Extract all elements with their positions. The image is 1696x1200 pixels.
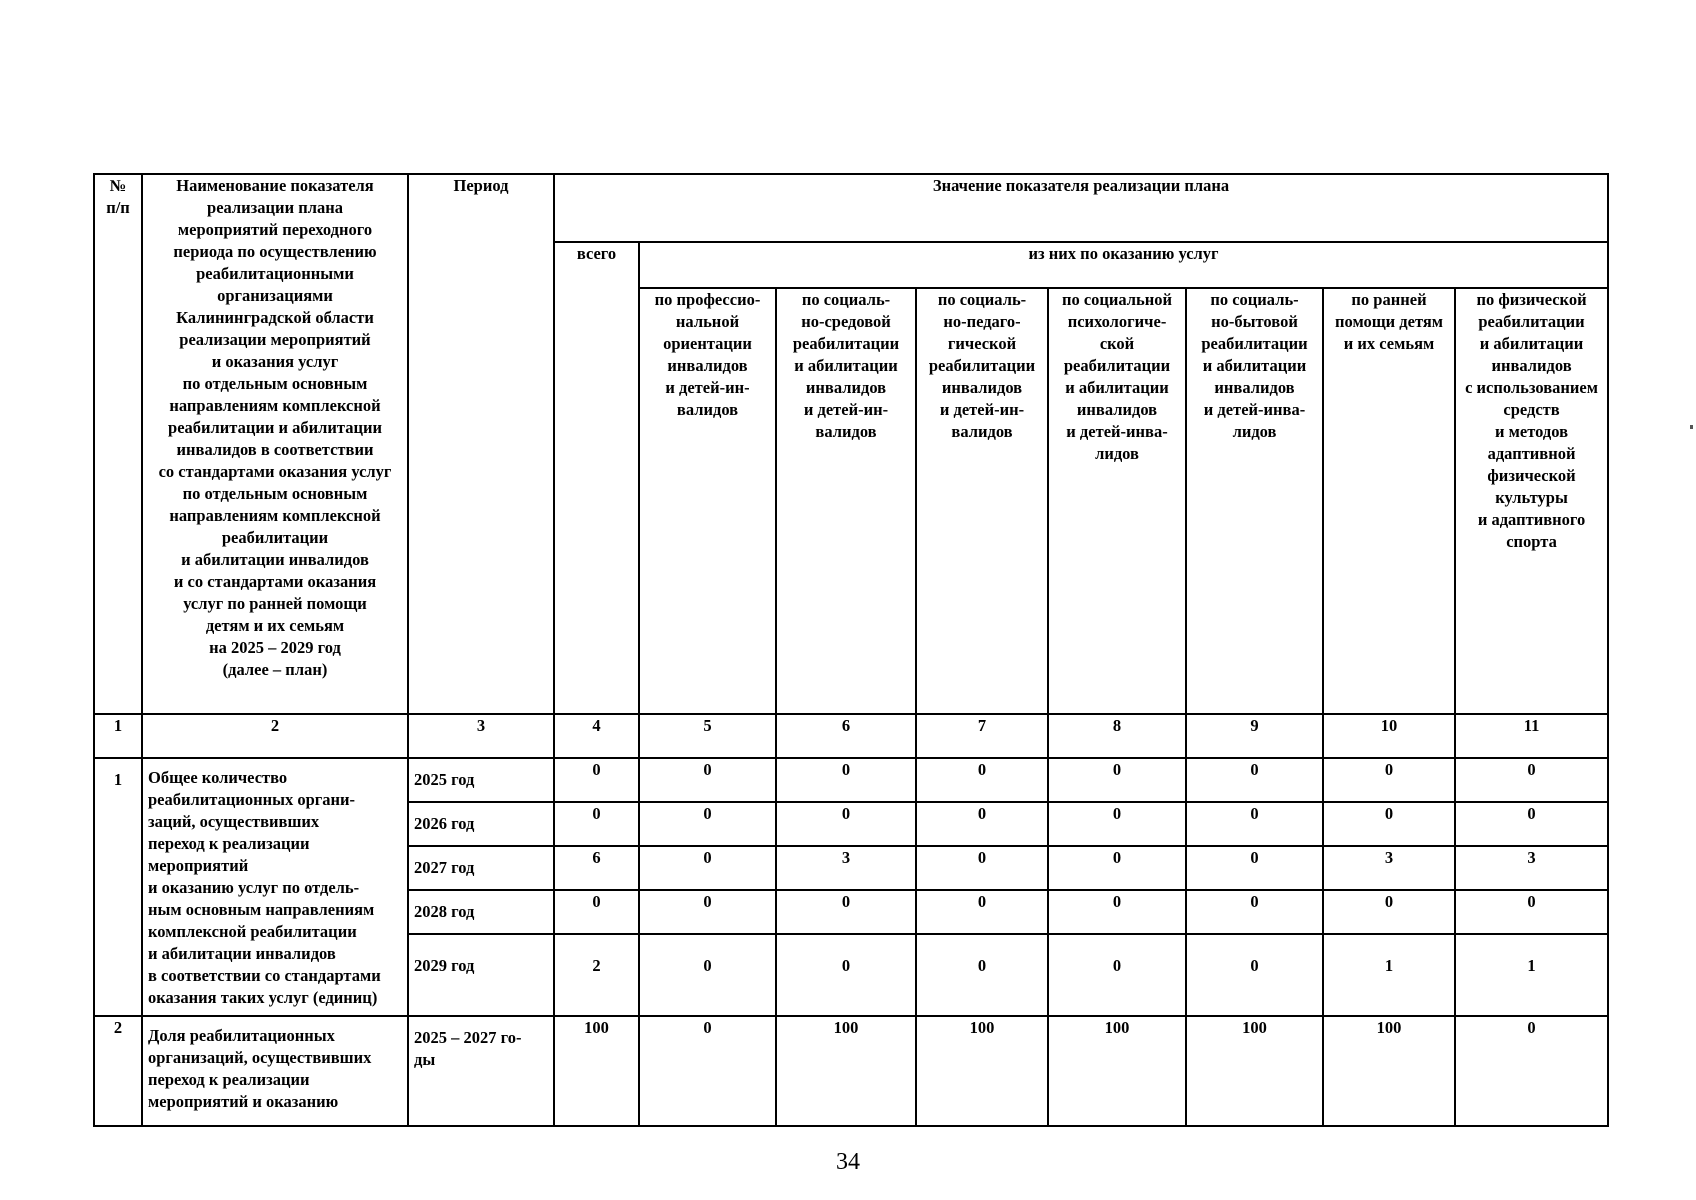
value-cell: 100 bbox=[1323, 1016, 1455, 1126]
value-cell: 0 bbox=[1186, 846, 1323, 890]
value-cell: 0 bbox=[1323, 802, 1455, 846]
indicator-name: Общее количество реабилитационных органи- заций, осуществивших переход к реализации мероприятий и оказанию услуг по отдель- ным основным направлениям комплексной реабилитации и абилитации инвалидов в соответствии со стандартами оказания таких услуг (единиц) bbox=[142, 758, 408, 1016]
header-service-early-help: по ранней помощи детям и их семьям bbox=[1323, 288, 1455, 714]
indicator-name: Доля реабилитационных организаций, осуществивших переход к реализации мероприятий и оказанию bbox=[142, 1016, 408, 1126]
page-number: 34 bbox=[836, 1149, 860, 1175]
value-cell: 100 bbox=[1186, 1016, 1323, 1126]
value-cell: 1 bbox=[1455, 934, 1608, 1016]
period-cell: 2025 – 2027 го- ды bbox=[408, 1016, 554, 1126]
value-cell: 0 bbox=[639, 934, 776, 1016]
value-cell: 0 bbox=[1455, 890, 1608, 934]
header-period: Период bbox=[408, 174, 554, 714]
header-service-social-pedagogical: по социаль- но-педаго- гической реабилитации инвалидов и детей-ин- валидов bbox=[916, 288, 1048, 714]
value-cell: 0 bbox=[776, 890, 916, 934]
column-number: 6 bbox=[776, 714, 916, 758]
value-cell: 2 bbox=[554, 934, 639, 1016]
value-cell: 100 bbox=[776, 1016, 916, 1126]
header-service-social-environment: по социаль- но-средовой реабилитации и абилитации инвалидов и детей-ин- валидов bbox=[776, 288, 916, 714]
value-cell: 0 bbox=[639, 1016, 776, 1126]
value-cell: 0 bbox=[1186, 934, 1323, 1016]
value-cell: 0 bbox=[1186, 802, 1323, 846]
column-number: 10 bbox=[1323, 714, 1455, 758]
column-number: 7 bbox=[916, 714, 1048, 758]
column-number: 1 bbox=[94, 714, 142, 758]
header-name: Наименование показателя реализации плана мероприятий переходного периода по осуществлению реабилитационными организациями Калининградской области реализации мероприятий и оказания услуг по отдельным основным направлениям комплексной реабилитации и абилитации инвалидов в соответствии со стандартами оказания услуг по отдельным основным направлениям комплексной реабилитации и абилитации инвалидов и со стандартами оказания услуг по ранней помощи детям и их семьям на 2025 – 2029 год (далее – план) bbox=[142, 174, 408, 714]
value-cell: 0 bbox=[1048, 934, 1186, 1016]
column-number: 2 bbox=[142, 714, 408, 758]
value-cell: 0 bbox=[916, 802, 1048, 846]
header-total: всего bbox=[554, 242, 639, 714]
value-cell: 0 bbox=[916, 758, 1048, 802]
value-cell: 0 bbox=[639, 846, 776, 890]
value-cell: 0 bbox=[1186, 890, 1323, 934]
header-value-group: Значение показателя реализации плана bbox=[554, 174, 1608, 242]
period-cell: 2025 год bbox=[408, 758, 554, 802]
value-cell: 0 bbox=[639, 802, 776, 846]
column-number: 3 bbox=[408, 714, 554, 758]
value-cell: 0 bbox=[1048, 846, 1186, 890]
header-service-physical: по физической реабилитации и абилитации инвалидов с использованием средств и методов адаптивной физической культуры и адаптивного спорта bbox=[1455, 288, 1608, 714]
header-service-professional: по профессио- нальной ориентации инвалидов и детей-ин- валидов bbox=[639, 288, 776, 714]
value-cell: 3 bbox=[1323, 846, 1455, 890]
value-cell: 0 bbox=[1048, 758, 1186, 802]
period-cell: 2029 год bbox=[408, 934, 554, 1016]
value-cell: 0 bbox=[776, 934, 916, 1016]
value-cell: 3 bbox=[776, 846, 916, 890]
value-cell: 100 bbox=[1048, 1016, 1186, 1126]
column-number: 5 bbox=[639, 714, 776, 758]
value-cell: 1 bbox=[1323, 934, 1455, 1016]
column-number: 8 bbox=[1048, 714, 1186, 758]
value-cell: 0 bbox=[916, 846, 1048, 890]
value-cell: 6 bbox=[554, 846, 639, 890]
scan-mark bbox=[1690, 425, 1693, 429]
table-row bbox=[94, 1016, 1608, 1126]
value-cell: 0 bbox=[1186, 758, 1323, 802]
value-cell: 0 bbox=[554, 802, 639, 846]
value-cell: 0 bbox=[1323, 890, 1455, 934]
value-cell: 0 bbox=[1455, 802, 1608, 846]
value-cell: 3 bbox=[1455, 846, 1608, 890]
header-service-psychological: по социальной психологиче- ской реабилитации и абилитации инвалидов и детей-инва- лидов bbox=[1048, 288, 1186, 714]
column-numbers-row bbox=[94, 714, 1608, 758]
value-cell: 0 bbox=[1323, 758, 1455, 802]
value-cell: 0 bbox=[1048, 802, 1186, 846]
period-cell: 2026 год bbox=[408, 802, 554, 846]
row-number: 1 bbox=[94, 758, 142, 1016]
header-service-social-domestic: по социаль- но-бытовой реабилитации и абилитации инвалидов и детей-инва- лидов bbox=[1186, 288, 1323, 714]
column-number: 11 bbox=[1455, 714, 1608, 758]
row-number: 2 bbox=[94, 1016, 142, 1126]
column-number: 4 bbox=[554, 714, 639, 758]
value-cell: 0 bbox=[1455, 758, 1608, 802]
value-cell: 0 bbox=[916, 890, 1048, 934]
value-cell: 0 bbox=[639, 758, 776, 802]
value-cell: 0 bbox=[554, 890, 639, 934]
table-row bbox=[94, 758, 1608, 802]
period-cell: 2027 год bbox=[408, 846, 554, 890]
value-cell: 0 bbox=[776, 758, 916, 802]
value-cell: 0 bbox=[1455, 1016, 1608, 1126]
column-number: 9 bbox=[1186, 714, 1323, 758]
period-cell: 2028 год bbox=[408, 890, 554, 934]
header-services-group: из них по оказанию услуг bbox=[639, 242, 1608, 288]
value-cell: 0 bbox=[916, 934, 1048, 1016]
header-row-1 bbox=[94, 174, 1608, 242]
header-num: № п/п bbox=[94, 174, 142, 714]
value-cell: 0 bbox=[776, 802, 916, 846]
value-cell: 100 bbox=[554, 1016, 639, 1126]
value-cell: 0 bbox=[554, 758, 639, 802]
value-cell: 0 bbox=[639, 890, 776, 934]
value-cell: 0 bbox=[1048, 890, 1186, 934]
indicator-table bbox=[93, 173, 1609, 1127]
value-cell: 100 bbox=[916, 1016, 1048, 1126]
